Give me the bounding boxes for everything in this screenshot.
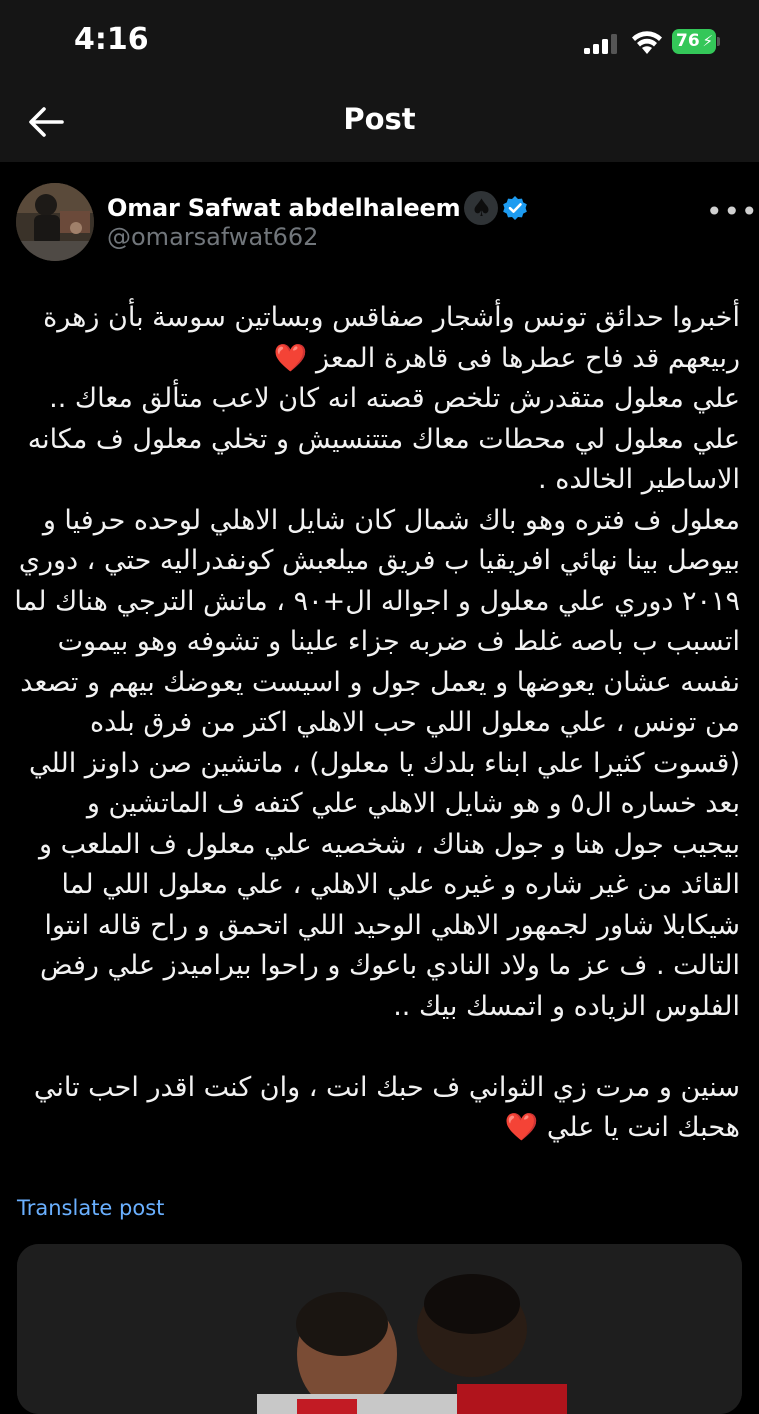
charging-bolt-icon: ⚡ [702, 32, 713, 50]
page-title: Post [343, 102, 416, 136]
post-photo [17, 1244, 742, 1414]
post-media-image[interactable] [17, 1244, 742, 1414]
status-bar [0, 0, 759, 84]
arrow-left-icon[interactable] [26, 104, 66, 140]
translate-post-link[interactable]: Translate post [17, 1196, 165, 1220]
verified-badge-icon[interactable] [502, 195, 528, 221]
status-time: 4:16 [74, 22, 149, 57]
battery-level: 76 [676, 31, 700, 51]
spade-icon: ♠ [464, 191, 498, 225]
top-navigation-bar [0, 84, 759, 162]
post-text: أخبروا حدائق تونس وأشجار صفاقس وبساتين سوسة بأن زهرة ربيعهم قد فاح عطرها فى قاهرة المعز ❤️ علي معلول متقدرش تلخص قصته انه كان لاعب متألق معاك .. علي معلول لي محطات معاك متتنسيش و تخلي معلول ف مكانه الاساطير الخالده . معلول ف فتره وهو باك شمال كان شايل الاهلي لوحده حرفيا و بيوصل بينا نهائي افريقيا ب فريق ميلعبش كونفدراليه حتي ، دوري ٢٠١٩ دوري علي معلول و اجواله ال+٩٠ ، ماتش الترجي هناك لما اتسبب ب باصه غلط ف ضربه جزاء علينا و تشوفه وهو بيموت نفسه عشان يعوضها و يعمل جول و اسيست يعوضك بيهم و تصعد من تونس ، علي معلول اللي حب الاهلي اكتر من فرق بلده (قسوت كثيرا علي ابناء بلدك يا معلول) ، ماتشين صن داونز اللي بعد خساره ال٥ و هو شايل الاهلي علي كتفه ف الماتشين و بيجيب جول هنا و جول هناك ، شخصيه علي معلول ف الملعب و القائد من غير شاره و غيره علي الاهلي ، علي معلول اللي لما شيكابلا شاور لجمهور الاهلي الوحيد اللي اتحمق و راح قاله انتوا التالت . ف عز ما ولاد النادي باعوك و راحوا بيراميدز علي رفض الفلوس الزياده و اتمسك بيك .. سنين و مرت زي الثواني ف حبك انت ، وان كنت اقدر احب تاني هحبك انت يا علي ❤️ [14, 302, 740, 1143]
avatar-image [16, 183, 94, 261]
author-name[interactable]: Omar Safwat abdelhaleem [107, 194, 461, 222]
author-handle[interactable]: @omarsafwat662 [107, 223, 319, 251]
more-horizontal-icon[interactable]: ••• [706, 195, 759, 228]
battery-tip [717, 37, 720, 46]
avatar[interactable] [16, 183, 94, 261]
wifi-icon [630, 30, 664, 56]
battery-indicator [672, 29, 716, 54]
cellular-signal-icon [584, 34, 620, 54]
author-name-row [107, 191, 528, 225]
